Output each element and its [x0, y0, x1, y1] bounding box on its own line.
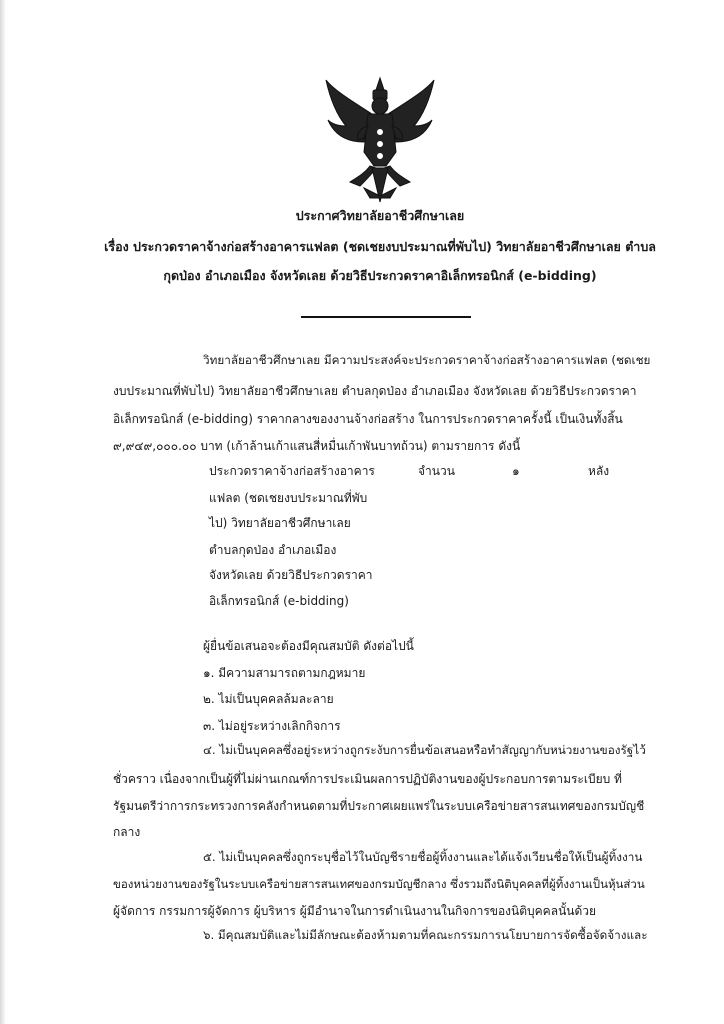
- qualifications-lead: ผู้ยื่นข้อเสนอจะต้องมีคุณสมบัติ ดังต่อไปนี้: [203, 639, 414, 653]
- qualification-4-line-1: ๔. ไม่เป็นบุคคลซึ่งอยู่ระหว่างถูกระงับการยื่นข้อเสนอหรือทำสัญญากับหน่วยงานของรัฐไว้: [203, 743, 646, 757]
- garuda-emblem-icon: [320, 70, 440, 210]
- qualification-5-line-3: ผู้จัดการ กรรมการผู้จัดการ ผู้บริหาร ผู้มีอำนาจในการดำเนินงานในกิจการของนิติบุคคลนั้นด้วย: [113, 904, 597, 918]
- qualification-1: ๑. มีความสามารถตามกฎหมาย: [203, 666, 366, 680]
- announcement-subject-line2: กุดป่อง อำเภอเมือง จังหวัดเลย ด้วยวิธีประกวดราคาอิเล็กทรอนิกส์ (e-bidding): [163, 268, 597, 283]
- intro-line-2: งบประมาณที่พับไป) วิทยาลัยอาชีวศึกษาเลย ตำบลกุดป่อง อำเภอเมือง จังหวัดเลย ด้วยวิธีประกวดราคา: [113, 384, 637, 398]
- item-line-3: ไป) วิทยาลัยอาชีวศึกษาเลย: [209, 516, 351, 530]
- item-line-1: ประกวดราคาจ้างก่อสร้างอาคาร: [209, 464, 375, 478]
- item-line-2: แฟลต (ชดเชยงบประมาณที่พับ: [209, 491, 368, 505]
- qualification-5-line-2: ของหน่วยงานของรัฐในระบบเครือข่ายสารสนเทศของกรมบัญชีกลาง ซึ่งรวมถึงนิติบุคคลที่ผู้ทิ้งงานเป็นหุ้นส่วน: [113, 877, 645, 891]
- item-quantity-label: จำนวน: [418, 464, 455, 478]
- intro-line-3: อิเล็กทรอนิกส์ (e-bidding) ราคากลางของงานจ้างก่อสร้าง ในการประกวดราคาครั้งนี้ เป็นเงินทั้งสิ้น: [113, 412, 623, 426]
- title-divider: [301, 316, 471, 318]
- item-unit: หลัง: [588, 464, 610, 478]
- qualification-3: ๓. ไม่อยู่ระหว่างเลิกกิจการ: [203, 719, 341, 733]
- qualification-5-line-1: ๕. ไม่เป็นบุคคลซึ่งถูกระบุชื่อไว้ในบัญชีรายชื่อผู้ทิ้งงานและได้แจ้งเวียนชื่อให้เป็นผู้ทิ้งงาน: [203, 850, 643, 864]
- qualification-2: ๒. ไม่เป็นบุคคลล้มละลาย: [203, 692, 334, 706]
- scan-edge: [0, 0, 6, 1024]
- announcement-title: ประกาศวิทยาลัยอาชีวศึกษาเลย: [295, 208, 465, 223]
- item-line-6: อิเล็กทรอนิกส์ (e-bidding): [209, 594, 349, 608]
- item-line-5: จังหวัดเลย ด้วยวิธีประกวดราคา: [209, 568, 373, 582]
- announcement-subject-line1: เรื่อง ประกวดราคาจ้างก่อสร้างอาคารแฟลต (ชดเชยงบประมาณที่พับไป) วิทยาลัยอาชีวศึกษาเลย ตำบล: [104, 239, 656, 254]
- qualification-6-line-1: ๖. มีคุณสมบัติและไม่มีลักษณะต้องห้ามตามที่คณะกรรมการนโยบายการจัดซื้อจัดจ้างและ: [203, 928, 648, 942]
- item-quantity-value: ๑: [512, 464, 520, 478]
- qualification-4-line-3: รัฐมนตรีว่าการกระทรวงการคลังกำหนดตามที่ประกาศเผยแพร่ในระบบเครือข่ายสารสนเทศของกรมบัญชี: [113, 799, 645, 813]
- intro-line-1: วิทยาลัยอาชีวศึกษาเลย มีความประสงค์จะประกวดราคาจ้างก่อสร้างอาคารแฟลต (ชดเชย: [203, 353, 651, 367]
- intro-line-4: ๙,๙๔๙,๐๐๐.๐๐ บาท (เก้าล้านเก้าแสนสี่หมื่นเก้าพันบาทถ้วน) ตามรายการ ดังนี้: [113, 439, 521, 453]
- qualification-4-line-2: ชั่วคราว เนื่องจากเป็นผู้ที่ไม่ผ่านเกณฑ์การประเมินผลการปฏิบัติงานของผู้ประกอบการตามระเบียบ ที่: [113, 772, 622, 786]
- item-line-4: ตำบลกุดป่อง อำเภอเมือง: [209, 543, 337, 557]
- qualification-4-line-4: กลาง: [113, 825, 141, 839]
